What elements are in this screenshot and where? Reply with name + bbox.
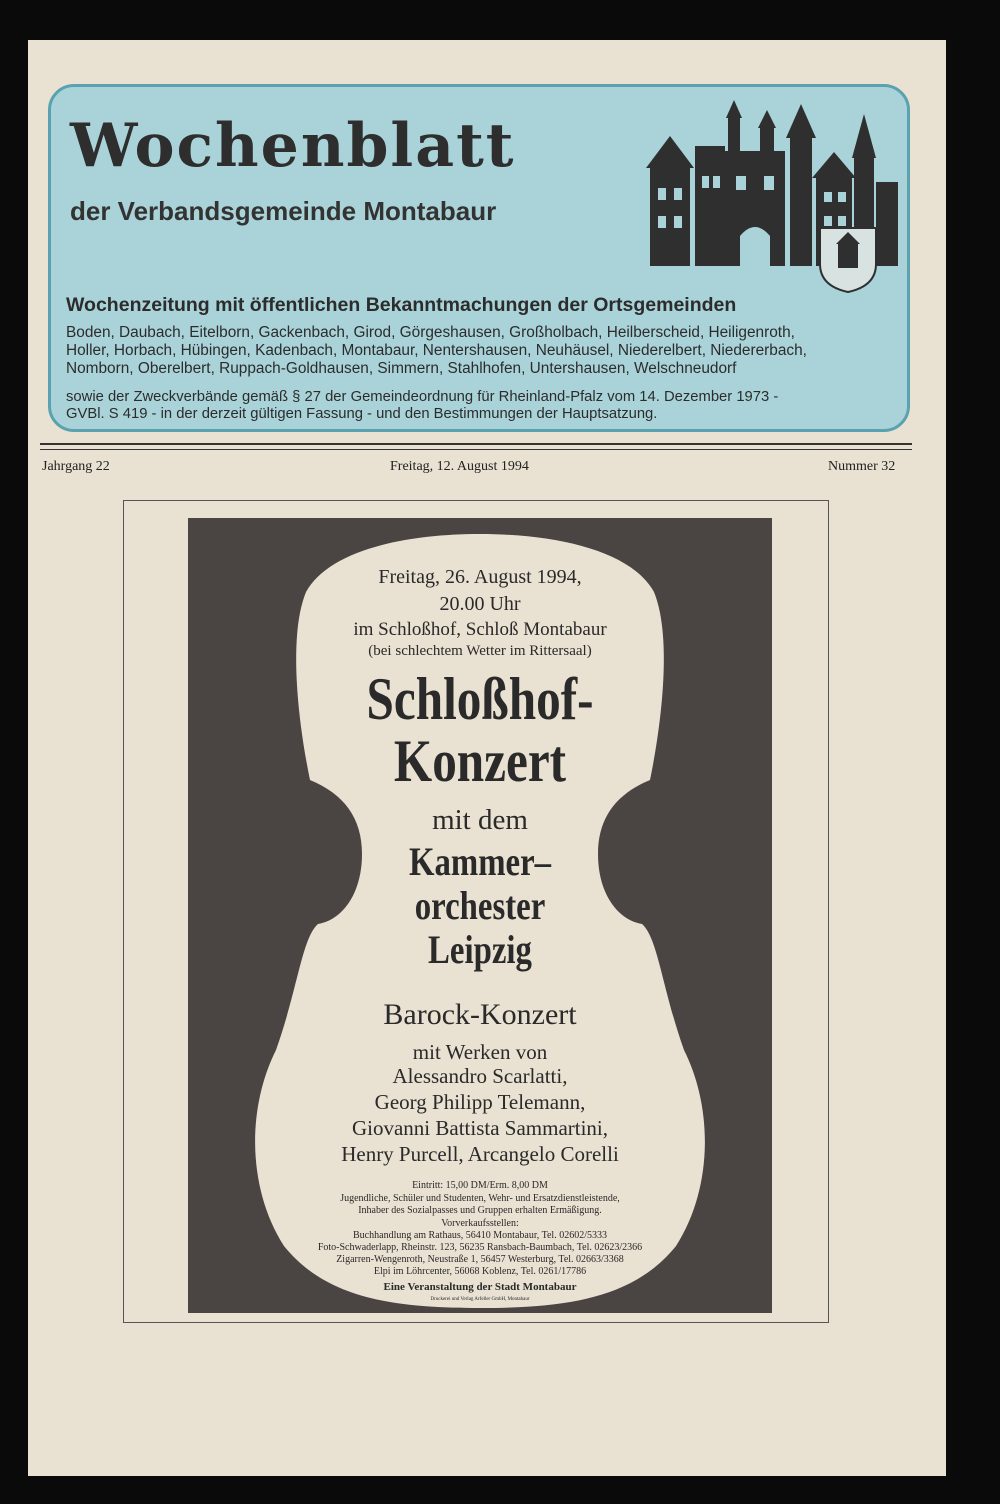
concert-time: 20.00 Uhr [439,593,521,615]
composer-line: Giovanni Battista Sammartini, [351,1116,609,1140]
villages-line: Nomborn, Oberelbert, Ruppach-Goldhausen, Simmern, Stahlhofen, Untershausen, Welschneudorf [66,360,737,377]
issue-date: Freitag, 12. August 1994 [390,459,529,474]
coat-of-arms-icon [820,228,876,292]
presale-heading: Vorverkaufsstellen: [441,1218,519,1229]
legal-line: GVBl. S 419 - in der derzeit gültigen Fassung - und den Bestimmungen der Hauptsatzung. [66,406,658,422]
issue-volume: Jahrgang 22 [42,459,110,474]
concert-venue: im Schloßhof, Schloß Montabaur [353,619,607,640]
presale-location: Elpi im Löhrcenter, 56068 Koblenz, Tel. 0261/17786 [373,1266,587,1277]
concert-genre: Barock-Konzert [383,998,577,1031]
reduction-note: Inhaber des Sozialpasses und Gruppen erhalten Ermäßigung. [358,1205,602,1216]
villages-line: Holler, Horbach, Hübingen, Kadenbach, Montabaur, Nentershausen, Neuhäusel, Niederelbert, Niedererbach, [66,342,807,359]
orchestra-name-line2: orchester [414,883,546,928]
concert-weather-note: (bei schlechtem Wetter im Rittersaal) [368,643,592,659]
admission-price: Eintritt: 15,00 DM/Erm. 8,00 DM [412,1180,548,1191]
reduction-note: Jugendliche, Schüler und Studenten, Wehr- und Ersatzdienstleistende, [340,1193,620,1204]
newspaper-subtitle: der Verbandsgemeinde Montabaur [70,196,497,226]
orchestra-name-line3: Leipzig [428,927,532,972]
presale-location: Zigarren-Wengenroth, Neustraße 1, 56457 Westerburg, Tel. 02663/3368 [336,1254,624,1265]
concert-title-line2: Konzert [393,728,567,794]
legal-line: sowie der Zweckverbände gemäß § 27 der Gemeindeordnung für Rheinland-Pfalz vom 14. Dezember 1973 - [66,389,779,405]
header-rule [40,449,912,450]
concert-with: mit dem [432,804,528,836]
issue-number: Nummer 32 [828,459,896,474]
organizer-note: Eine Veranstaltung der Stadt Montabaur [383,1281,577,1293]
composer-line: Alessandro Scarlatti, [392,1064,568,1088]
villages-list [66,324,896,378]
printer-credit: Druckerei und Verlag Arfeller GmbH, Montabaur [430,1297,530,1302]
composer-line: Georg Philipp Telemann, [374,1090,586,1114]
town-skyline-icon [640,96,900,294]
orchestra-name-line1: Kammer– [408,839,552,884]
works-intro: mit Werken von [412,1040,548,1064]
newspaper-title: Wochenblatt [70,111,516,181]
concert-date: Freitag, 26. August 1994, [378,566,582,588]
villages-line: Boden, Daubach, Eitelborn, Gackenbach, Girod, Görgeshausen, Großholbach, Heilberscheid, Heiligenroth, [66,324,795,341]
header-rule [40,443,912,445]
composer-line: Henry Purcell, Arcangelo Corelli [341,1142,619,1166]
legal-notice [66,389,896,423]
presale-location: Buchhandlung am Rathaus, 56410 Montabaur, Tel. 02602/5333 [353,1230,607,1241]
presale-location: Foto-Schwaderlapp, Rheinstr. 123, 56235 Ransbach-Baumbach, Tel. 02623/2366 [317,1242,643,1253]
concert-title-line1: Schloßhof- [366,666,594,732]
masthead-heading: Wochenzeitung mit öffentlichen Bekanntmachungen der Ortsgemeinden [66,294,737,316]
